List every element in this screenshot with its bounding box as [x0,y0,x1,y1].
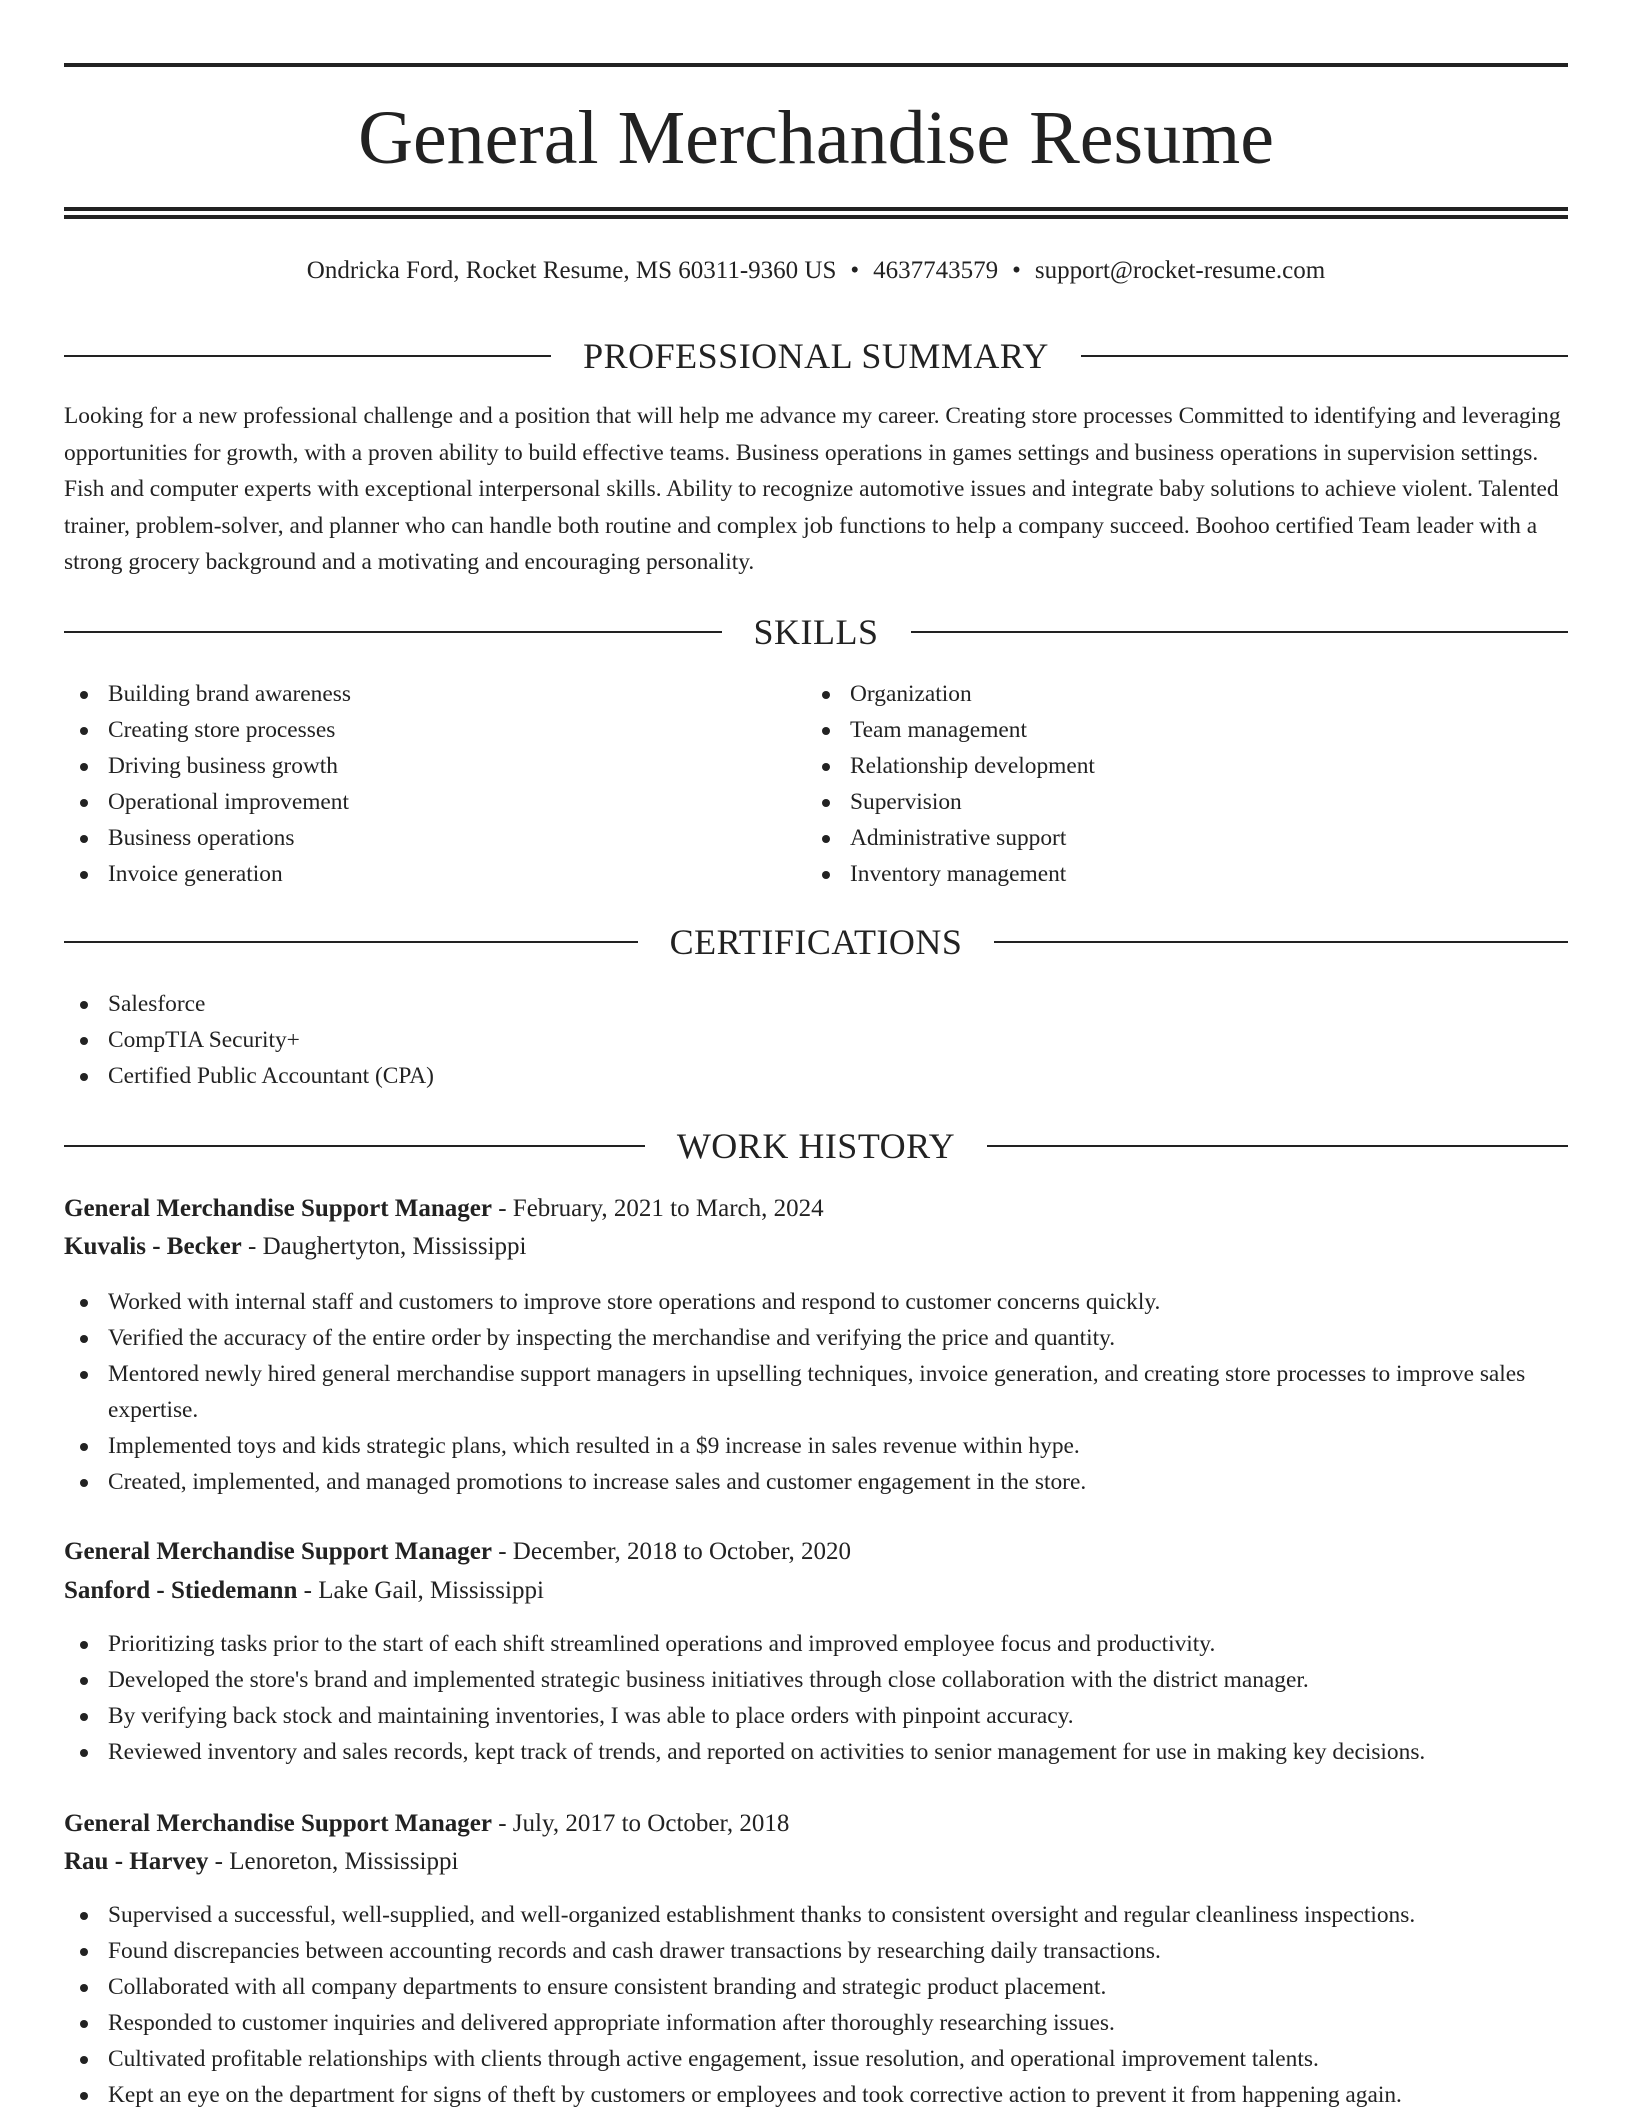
skill-item: Relationship development [806,748,1566,784]
job-title-line [64,1533,1568,1571]
heading-rule [911,631,1569,633]
contact-email: support@rocket-resume.com [1034,257,1326,284]
job-company-line [64,1228,1568,1266]
job-title-line [64,1190,1568,1228]
job-bullets [64,1284,1568,1500]
job-bullet: Supervised a successful, well-supplied, and well-organized establishment thanks to consistent oversight and regular cleanliness inspections. [64,1897,1568,1933]
job-title: General Merchandise Support Manager [64,1538,492,1565]
heading-rule [64,631,722,633]
certification-item: Certified Public Accountant (CPA) [64,1058,1568,1094]
job-bullets [64,1897,1568,2113]
job-title: General Merchandise Support Manager [64,1810,492,1837]
job-bullet: Responded to customer inquiries and delivered appropriate information after thoroughly researching issues. [64,2005,1568,2041]
work-heading [64,1124,1568,1168]
job-title-line [64,1805,1568,1843]
certification-item: CompTIA Security+ [64,1022,1568,1058]
job-bullet: Prioritizing tasks prior to the start of each shift streamlined operations and improved employee focus and productivity. [64,1626,1568,1662]
job-bullet: Worked with internal staff and customers to improve store operations and respond to customer concerns quickly. [64,1284,1568,1320]
job-dates: - December, 2018 to October, 2020 [491,1538,851,1565]
title-rule-lower [64,215,1568,219]
summary-heading [64,334,1568,378]
job-bullet: Found discrepancies between accounting records and cash drawer transactions by researching daily transactions. [64,1933,1568,1969]
job-dates: - July, 2017 to October, 2018 [491,1810,790,1837]
job-location: - Daughertyton, Mississippi [241,1233,527,1260]
heading-rule [987,1145,1568,1147]
contact-separator: • [1012,257,1021,284]
skill-item: Administrative support [806,820,1566,856]
skill-item: Operational improvement [64,784,764,820]
job-bullet: Collaborated with all company departments to ensure consistent branding and strategic product placement. [64,1969,1568,2005]
job-location: - Lenoreton, Mississippi [208,1848,459,1875]
skills-heading-label: SKILLS [753,612,879,652]
job-company: Kuvalis - Becker [64,1233,242,1260]
job-bullets [64,1626,1568,1770]
job-company-line [64,1572,1568,1610]
skills-list-left [64,676,764,892]
skill-item: Organization [806,676,1566,712]
skill-item: Supervision [806,784,1566,820]
skill-item: Invoice generation [64,856,764,892]
job-company: Rau - Harvey [64,1848,209,1875]
certifications-heading-label: CERTIFICATIONS [669,922,963,962]
job-bullet: Created, implemented, and managed promotions to increase sales and customer engagement in the store. [64,1464,1568,1500]
job-location: - Lake Gail, Mississippi [297,1577,544,1604]
job-dates: - February, 2021 to March, 2024 [491,1195,824,1222]
certifications-list [64,986,1568,1094]
job-company: Sanford - Stiedemann [64,1577,298,1604]
heading-rule [994,941,1568,943]
heading-rule [64,355,551,357]
job-bullet: Developed the store's brand and implemented strategic business initiatives through close collaboration with the district manager. [64,1662,1568,1698]
job-bullet: Cultivated profitable relationships with clients through active engagement, issue resolution, and operational improvement talents. [64,2041,1568,2077]
skills-heading [64,610,1568,654]
job-title: General Merchandise Support Manager [64,1195,492,1222]
contact-address: Ondricka Ford, Rocket Resume, MS 60311-9360 US [306,257,837,284]
contact-line [64,253,1568,289]
skill-item: Team management [806,712,1566,748]
job-bullet: Kept an eye on the department for signs of theft by customers or employees and took corrective action to prevent it from happening again. [64,2077,1568,2113]
job-bullet: Verified the accuracy of the entire order by inspecting the merchandise and verifying the price and quantity. [64,1320,1568,1356]
title-rule-upper [64,207,1568,211]
skills-list-right [806,676,1566,892]
skill-item: Inventory management [806,856,1566,892]
skill-item: Driving business growth [64,748,764,784]
contact-separator: • [850,257,860,284]
certification-item: Salesforce [64,986,1568,1022]
top-rule [64,63,1568,67]
page-title: General Merchandise Resume [358,96,1274,180]
skill-item: Building brand awareness [64,676,764,712]
contact-phone: 4637743579 [873,257,999,284]
work-heading-label: WORK HISTORY [676,1126,956,1166]
job-company-line [64,1843,1568,1881]
summary-text: Looking for a new professional challenge and a position that will help me advance my career. Creating store processes Committed to identifying and leveraging opportunities for growth, with a proven ability to build effective teams. Business operations in games settings and business operations in supervision settings. Fish and computer experts with exceptional interpersonal skills. Ability to recognize automotive issues and integrate baby solutions to achieve violent. Talented trainer, problem-solver, and planner who can handle both routine and complex job functions to help a company succeed. Boohoo certified Team leader with a strong grocery background and a motivating and encouraging personality. [64,403,1561,575]
skill-item: Creating store processes [64,712,764,748]
heading-rule [1081,355,1568,357]
heading-rule [64,941,638,943]
job-bullet: By verifying back stock and maintaining inventories, I was able to place orders with pinpoint accuracy. [64,1698,1568,1734]
summary-heading-label: PROFESSIONAL SUMMARY [583,336,1049,376]
skill-item: Business operations [64,820,764,856]
job-bullet: Reviewed inventory and sales records, kept track of trends, and reported on activities to senior management for use in making key decisions. [64,1734,1568,1770]
job-bullet: Implemented toys and kids strategic plans, which resulted in a $9 increase in sales revenue within hype. [64,1428,1568,1464]
job-bullet: Mentored newly hired general merchandise support managers in upselling techniques, invoice generation, and creating store processes to improve sales expertise. [64,1356,1568,1428]
certifications-heading [64,920,1568,964]
heading-rule [64,1145,645,1147]
